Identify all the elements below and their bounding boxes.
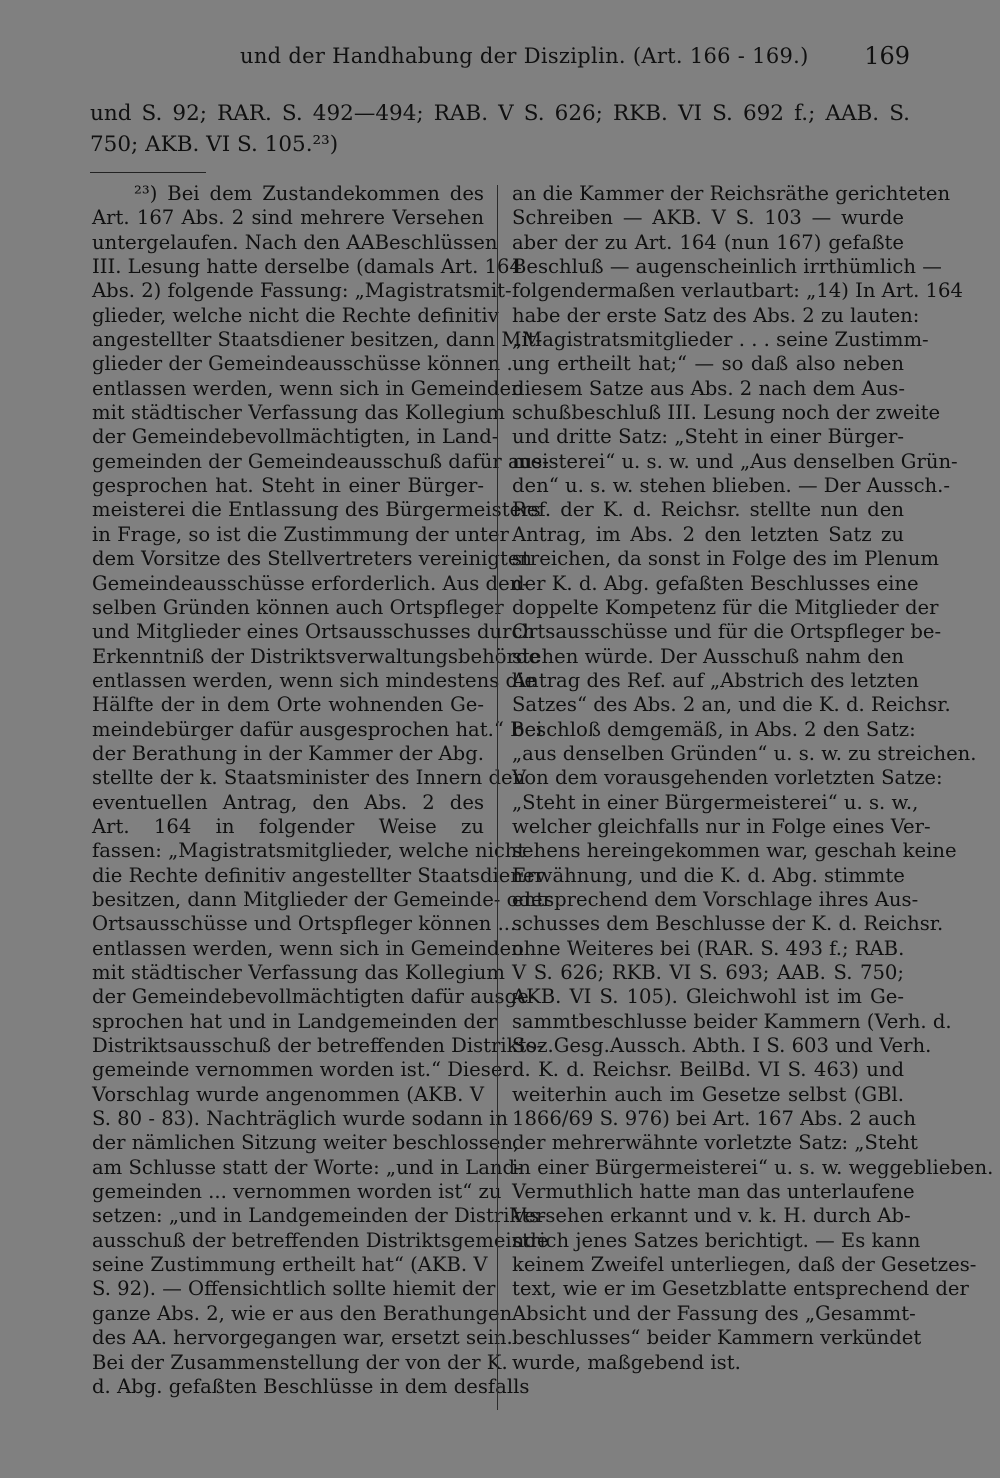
footnote-line: folgendermaßen verlautbart: „14) In Art. 164: [512, 279, 963, 303]
footnote-line: 1866/69 S. 976) bei Art. 167 Abs. 2 auch: [512, 1107, 916, 1131]
footnote-line: Abs. 2) folgende Fassung: „Magistratsmit-: [92, 279, 512, 303]
footnote-line: ohne Weiteres bei (RAR. S. 493 f.; RAB.: [512, 936, 905, 960]
footnote-line: des AA. hervorgegangen war, ersetzt sein.: [92, 1326, 513, 1350]
footnote-line: V S. 626; RKB. VI S. 693; AAB. S. 750;: [512, 961, 904, 984]
footnote-line: und dritte Satz: „Steht in einer Bürger-: [512, 425, 904, 449]
footnote-line: Versehen erkannt und v. k. H. durch Ab-: [512, 1204, 911, 1228]
footnote-line: der Gemeindebevollmächtigten, in Land-: [92, 425, 499, 449]
running-head: und der Handhabung der Disziplin. (Art. 166 - 169.): [240, 44, 809, 68]
footnote-line: Art. 164 in folgender Weise zu: [92, 814, 484, 838]
footnote-line: Absicht und der Fassung des „Gesammt-: [512, 1301, 916, 1325]
footnote-line: keinem Zweifel unterliegen, daß der Gesetzes-: [512, 1253, 977, 1277]
footnote-line: Soz.Gesg.Aussch. Abth. I S. 603 und Verh.: [512, 1034, 932, 1058]
footnote-line: gemeinde vernommen worden ist.“ Dieser: [92, 1058, 512, 1082]
footnote-line: und Mitglieder eines Ortsausschusses durch: [92, 620, 536, 644]
footnote-line: mit städtischer Verfassung das Kollegium: [92, 401, 505, 425]
footnote-line: AKB. VI S. 105). Gleichwohl ist im Ge-: [512, 985, 904, 1009]
footnote-line: wurde, maßgebend ist.: [512, 1350, 741, 1374]
footnote-line: sprochen hat und in Landgemeinden der: [92, 1009, 497, 1033]
footnote-line: Ortsausschüsse und Ortspfleger können ....: [92, 912, 523, 936]
footnote-line: stehen würde. Der Ausschuß nahm den: [512, 644, 904, 668]
footnote-column-left: [92, 182, 552, 1399]
footnote-line: Bei der Zusammenstellung der von der K.: [92, 1350, 508, 1374]
footnote-line: der Gemeindebevollmächtigten dafür ausge-: [92, 985, 536, 1009]
footnote-line: der nämlichen Sitzung weiter beschlossen,: [92, 1131, 520, 1155]
footnote-line: in Frage, so ist die Zustimmung der unter: [92, 522, 509, 546]
footnote-line: an die Kammer der Reichsräthe gerichteten: [512, 182, 951, 205]
footnote-line: Art. 167 Abs. 2 sind mehrere Versehen: [92, 206, 484, 230]
footnote-line: die Rechte definitiv angestellter Staatsdiener: [92, 863, 544, 887]
footnote-line: Vorschlag wurde angenommen (AKB. V: [92, 1082, 484, 1106]
footnote-line: III. Lesung hatte derselbe (damals Art. 164: [92, 255, 522, 279]
footnote-line: ²³) Bei dem Zustandekommen des: [134, 182, 484, 205]
footnote-line: Satzes“ des Abs. 2 an, und die K. d. Reichsr.: [512, 693, 951, 717]
footnote-line: entsprechend dem Vorschlage ihres Aus-: [512, 887, 919, 911]
footnote-line: streichen, da sonst in Folge des im Plenum: [512, 547, 939, 571]
footnote-line: sammtbeschlusse beider Kammern (Verh. d.: [512, 1009, 952, 1033]
footnote-line: beschloß demgemäß, in Abs. 2 den Satz:: [512, 717, 916, 741]
footnote-line: meisterei“ u. s. w. und „Aus denselben Grün-: [512, 449, 958, 473]
footnote-line: doppelte Kompetenz für die Mitglieder der: [512, 595, 939, 619]
continuation-text: und S. 92; RAR. S. 492—494; RAB. V S. 626; RKB. VI S. 692 f.; AAB. S. 750; AKB. VI S. 105.²³): [90, 101, 910, 157]
page-number: 169: [864, 42, 910, 70]
footnote-line: schusses dem Beschlusse der K. d. Reichsr.: [512, 912, 944, 936]
footnote-line: weiterhin auch im Gesetze selbst (GBl.: [512, 1082, 904, 1106]
footnote-line: Vermuthlich hatte man das unterlaufene: [512, 1180, 915, 1204]
footnote-line: „aus denselben Gründen“ u. s. w. zu streichen.: [512, 741, 977, 765]
footnote-line: aber der zu Art. 164 (nun 167) gefaßte: [512, 230, 904, 254]
footnote-line: Von dem vorausgehenden vorletzten Satze:: [512, 766, 943, 790]
footnote-line: gemeinden der Gemeindeausschuß dafür aus-: [92, 449, 549, 473]
footnote-line: der K. d. Abg. gefaßten Beschlusses eine: [512, 571, 919, 595]
footnote-line: der Berathung in der Kammer der Abg.: [92, 741, 484, 765]
footnote-line: Schreiben — AKB. V S. 103 — wurde: [512, 206, 904, 230]
footnote-line: beschlusses“ beider Kammern verkündet: [512, 1326, 922, 1350]
footnote-line: mit städtischer Verfassung das Kollegium: [92, 961, 505, 984]
page-header: [90, 44, 910, 74]
footnote-line: ausschuß der betreffenden Distriktsgemeinde: [92, 1228, 549, 1252]
footnote-line: glieder der Gemeindeausschüsse können ....: [92, 352, 532, 376]
footnote-column-right: [512, 182, 994, 1375]
footnote-line: ung ertheilt hat;“ — so daß also neben: [512, 352, 904, 376]
footnote-line: d. K. d. Reichsr. BeilBd. VI S. 463) und: [512, 1058, 904, 1082]
footnote-line: entlassen werden, wenn sich mindestens die: [92, 668, 536, 692]
footnote-line: Antrag, im Abs. 2 den letzten Satz zu: [512, 522, 904, 546]
footnote-line: stellte der k. Staatsminister des Innern den: [92, 766, 526, 790]
footnote-line: besitzen, dann Mitglieder der Gemeinde- oder: [92, 887, 552, 911]
footnote-line: untergelaufen. Nach den AABeschlüssen: [92, 230, 498, 254]
footnote-line: meindebürger dafür ausgesprochen hat.“ Bei: [92, 717, 543, 741]
footnote-line: der mehrerwähnte vorletzte Satz: „Steht: [512, 1131, 918, 1155]
footnote-line: entlassen werden, wenn sich in Gemeinden: [92, 376, 524, 400]
footnote-line: dem Vorsitze des Stellvertreters vereinigten: [92, 547, 533, 571]
footnote-line: setzen: „und in Landgemeinden der Distrikts-: [92, 1204, 546, 1228]
footnote-line: Ref. der K. d. Reichsr. stellte nun den: [512, 498, 904, 522]
footnote-line: d. Abg. gefaßten Beschlüsse in dem desfalls: [92, 1374, 530, 1398]
footnote-line: eventuellen Antrag, den Abs. 2 des: [92, 790, 484, 814]
footnote-line: sehens hereingekommen war, geschah keine: [512, 839, 957, 863]
footnote-line: fassen: „Magistratsmitglieder, welche nicht: [92, 839, 526, 863]
footnote-line: strich jenes Satzes berichtigt. — Es kann: [512, 1228, 921, 1252]
footnote-line: habe der erste Satz des Abs. 2 zu lauten:: [512, 303, 920, 327]
footnote-line: Distriktsausschuß der betreffenden Distrikts-: [92, 1034, 544, 1058]
footnote-line: gesprochen hat. Steht in einer Bürger-: [92, 474, 484, 498]
footnote-line: diesem Satze aus Abs. 2 nach dem Aus-: [512, 376, 905, 400]
footnote-line: glieder, welche nicht die Rechte definitiv: [92, 303, 499, 327]
footnote-rule: [90, 172, 206, 173]
footnote-line: angestellter Staatsdiener besitzen, dann Mit-: [92, 328, 543, 352]
footnote-line: seine Zustimmung ertheilt hat“ (AKB. V: [92, 1253, 488, 1277]
column-divider: [497, 185, 498, 1410]
footnote-line: Hälfte der in dem Orte wohnenden Ge-: [92, 693, 484, 717]
footnote-line: entlassen werden, wenn sich in Gemeinden: [92, 936, 524, 960]
footnote-line: Antrag des Ref. auf „Abstrich des letzten: [512, 668, 919, 692]
footnote-line: selben Gründen können auch Ortspfleger: [92, 595, 504, 619]
footnote-line: in einer Bürgermeisterei“ u. s. w. weggeblieben.: [512, 1155, 994, 1179]
footnote-line: „Magistratsmitglieder . . . seine Zustimm-: [512, 328, 929, 352]
footnote-line: den“ u. s. w. stehen blieben. — Der Aussch.-: [512, 474, 951, 498]
footnote-line: gemeinden ... vernommen worden ist“ zu: [92, 1180, 502, 1204]
footnote-line: Erwähnung, und die K. d. Abg. stimmte: [512, 863, 905, 887]
footnote-line: Erkenntniß der Distriktsverwaltungsbehörde: [92, 644, 541, 668]
footnote-line: welcher gleichfalls nur in Folge eines Ver-: [512, 814, 931, 838]
footnote-line: Gemeindeausschüsse erforderlich. Aus den-: [92, 571, 529, 595]
footnote-line: schußbeschluß III. Lesung noch der zweite: [512, 401, 941, 425]
footnote-line: S. 92). — Offensichtlich sollte hiemit der: [92, 1277, 496, 1301]
footnote-line: S. 80 - 83). Nachträglich wurde sodann in: [92, 1107, 509, 1131]
footnote-line: text, wie er im Gesetzblatte entsprechend der: [512, 1277, 969, 1301]
footnote-line: Ortsausschüsse und für die Ortspfleger be-: [512, 620, 942, 644]
footnote-line: am Schlusse statt der Worte: „und in Land-: [92, 1155, 522, 1179]
footnote-line: ganze Abs. 2, wie er aus den Berathungen: [92, 1301, 513, 1325]
footnote-line: „Steht in einer Bürgermeisterei“ u. s. w.,: [512, 790, 919, 814]
footnote-line: Beschluß — augenscheinlich irrthümlich —: [512, 255, 942, 279]
footnote-line: meisterei die Entlassung des Bürgermeisters: [92, 498, 541, 522]
